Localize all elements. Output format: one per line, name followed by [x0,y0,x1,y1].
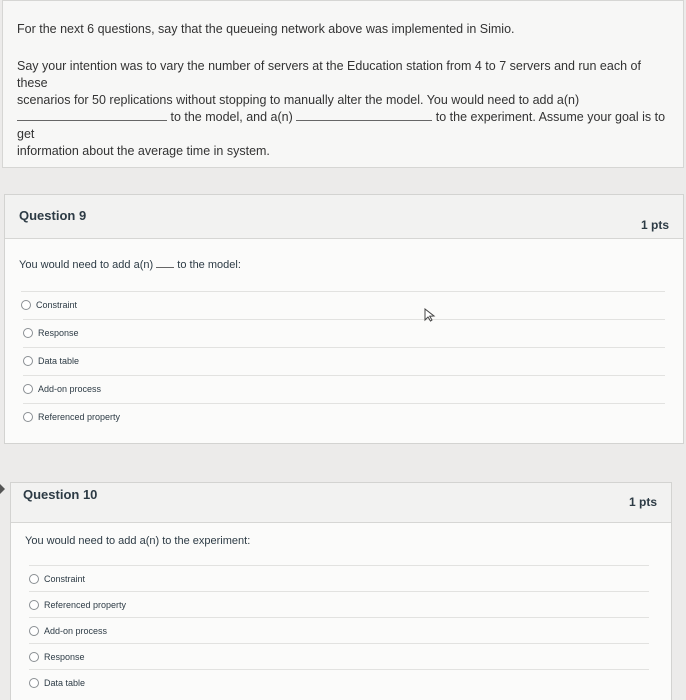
q9-answer-constraint[interactable] [21,291,665,317]
answer-label: Response [38,327,79,338]
q9-answer-add-on-process[interactable] [23,375,665,401]
q10-answer-data-table[interactable] [29,669,649,695]
intro-blank-2 [296,110,432,121]
intro-blank-1 [17,110,167,121]
radio-button[interactable] [23,384,33,394]
question-10-prompt: You would need to add a(n) to the experiment: [25,535,251,547]
radio-button[interactable] [29,652,39,662]
question-9-card [4,194,684,444]
question-9-header [5,195,683,239]
question-9-prompt-b: to the model: [177,259,241,271]
mouse-pointer-icon [424,308,436,322]
question-9-title: Question 9 [19,208,87,223]
radio-button[interactable] [21,300,31,310]
q10-answer-constraint[interactable] [29,565,649,591]
question-9-prompt [19,259,241,271]
radio-button[interactable] [29,626,39,636]
question-10-title: Question 10 [23,487,98,502]
answer-label: Response [44,651,85,662]
answer-label: Data table [44,677,86,688]
question-10-points: 1 pts [628,495,657,509]
radio-button[interactable] [23,412,33,422]
answer-label: Data table [38,355,80,366]
intro-line-4: information about the average time in system. [17,144,270,158]
q9-answer-data-table[interactable] [23,347,665,373]
answer-label: Referenced property [38,411,121,422]
radio-button[interactable] [23,328,33,338]
intro-line-3 [17,109,669,143]
question-9-blank [156,260,174,268]
q10-answer-response[interactable] [29,643,649,669]
intro-line-2: scenarios for 50 replications without stopping to manually alter the model. You would need to add a(n) [17,93,580,107]
intro-line-3b: to the experiment. Assume your goal is to get [17,110,666,141]
answer-label: Add-on process [44,625,108,636]
question-9-points: 1 pts [640,218,669,232]
q9-answer-response[interactable] [23,319,665,345]
question-group-intro [2,0,684,168]
answer-label: Constraint [44,573,86,584]
radio-button[interactable] [29,574,39,584]
intro-line-1: Say your intention was to vary the number of servers at the Education station from 4 to 7 servers and run each of these [17,59,641,90]
collapse-arrow-icon [0,484,5,494]
radio-button[interactable] [29,600,39,610]
intro-lead-text: For the next 6 questions, say that the queueing network above was implemented in Simio. [17,22,515,36]
q10-answer-referenced-property[interactable] [29,591,649,617]
intro-line-3a: to the model, and a(n) [170,110,293,124]
question-10-header [11,483,671,523]
answer-label: Add-on process [38,383,102,394]
q9-answer-referenced-property[interactable] [23,403,665,429]
answer-label: Referenced property [44,599,127,610]
question-9-prompt-a: You would need to add a(n) [19,259,154,271]
answer-label: Constraint [36,299,78,310]
q10-answer-add-on-process[interactable] [29,617,649,643]
radio-button[interactable] [23,356,33,366]
question-10-card [10,482,672,700]
radio-button[interactable] [29,678,39,688]
